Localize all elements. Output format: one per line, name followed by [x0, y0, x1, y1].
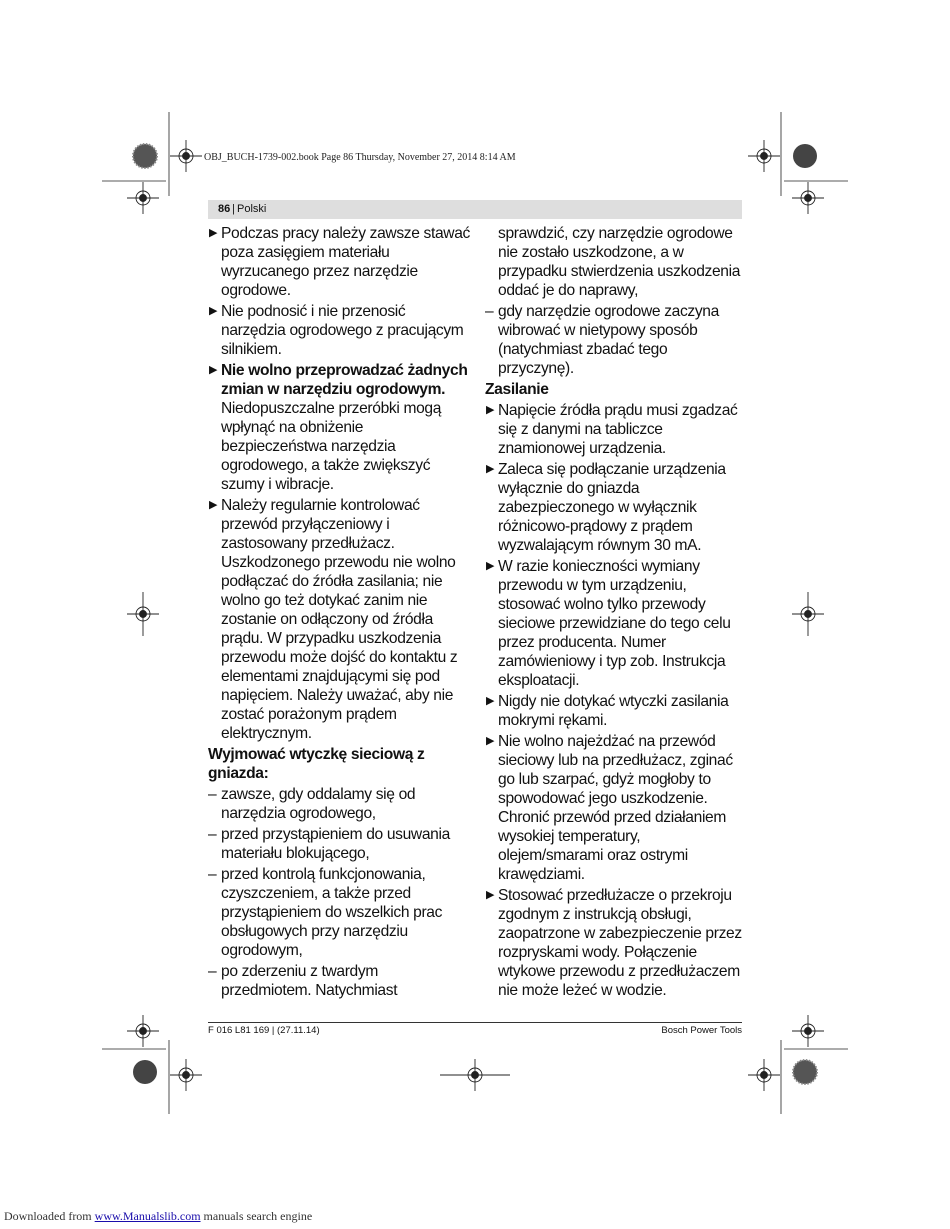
- text-line: napięciem. Należy uważać, aby nie: [221, 687, 454, 704]
- header-language: Polski: [237, 203, 267, 215]
- text-line: ogrodowego, a także zwiększyć: [221, 457, 431, 474]
- text-line: nie zostało uszkodzone, a w: [498, 244, 684, 261]
- bullet-item: [485, 732, 747, 884]
- dash-item: [208, 785, 470, 823]
- text-line: się z danymi na tabliczce: [498, 421, 663, 438]
- dash-item: [208, 962, 470, 1000]
- text-line: wyrzucanego przez narzędzie: [221, 263, 418, 280]
- bullet-item: [208, 302, 470, 359]
- dash-item: [208, 825, 470, 863]
- text-line: przedmiotem. Natychmiast: [221, 982, 398, 999]
- footer-brand: Bosch Power Tools: [661, 1025, 742, 1036]
- text-line: ogrodowe.: [221, 282, 291, 299]
- text-line: gdy narzędzie ogrodowe zaczyna: [498, 303, 719, 320]
- dash-item: [485, 302, 747, 378]
- dash-icon: –: [208, 963, 217, 980]
- triangle-right-icon: ▶: [486, 735, 495, 747]
- dash-icon: –: [208, 826, 217, 843]
- text-line: zostać porażonym prądem: [221, 706, 397, 723]
- text-line: znamionowej urządzenia.: [498, 440, 666, 457]
- bullet-item: [485, 692, 747, 730]
- text-line: krawędziami.: [498, 866, 585, 883]
- left-column: [208, 224, 470, 1002]
- bullet-item: [485, 401, 747, 458]
- print-slug: OBJ_BUCH-1739-002.book Page 86 Thursday, November 27, 2014 8:14 AM: [204, 152, 516, 163]
- dash-icon: –: [208, 786, 217, 803]
- download-prefix: Downloaded from: [4, 1209, 95, 1223]
- text-line: wysokiej temperatury,: [498, 828, 641, 845]
- bullet-item: [485, 557, 747, 690]
- text-line: sieciowe przewidziane do tego celu: [498, 615, 731, 632]
- section-heading: Zasilanie: [485, 381, 549, 398]
- page-number: 86: [218, 203, 231, 215]
- footer-rule: [208, 1022, 742, 1023]
- dash-icon: –: [485, 303, 494, 320]
- text-line: Nie podnosić i nie przenosić: [221, 303, 406, 320]
- triangle-right-icon: ▶: [486, 695, 495, 707]
- text-line: Podczas pracy należy zawsze stawać: [221, 225, 470, 242]
- text-line: przewodu w tym urządzeniu,: [498, 577, 687, 594]
- text-line: ogrodowym,: [221, 942, 303, 959]
- text-line: Niedopuszczalne przeróbki mogą: [221, 400, 442, 417]
- triangle-right-icon: ▶: [486, 560, 495, 572]
- text-line: Należy regularnie kontrolować: [221, 497, 420, 514]
- text-line: wolno go też dotykać zanim nie: [221, 592, 428, 609]
- text-line: obsługowych przy narzędziu: [221, 923, 408, 940]
- text-line: przyczynę).: [498, 360, 574, 377]
- dash-icon: –: [208, 866, 217, 883]
- download-notice: [4, 1209, 312, 1224]
- page-header: [208, 200, 742, 219]
- triangle-right-icon: ▶: [209, 227, 218, 239]
- text-line: sprawdzić, czy narzędzie ogrodowe: [498, 225, 733, 242]
- continued-text: [485, 224, 747, 300]
- text-line: nie może leżeć w wodzie.: [498, 982, 667, 999]
- triangle-right-icon: ▶: [209, 364, 218, 376]
- triangle-right-icon: ▶: [486, 404, 495, 416]
- triangle-right-icon: ▶: [209, 499, 218, 511]
- text-line: przed kontrolą funkcjonowania,: [221, 866, 426, 883]
- text-line: mokrymi rękami.: [498, 712, 608, 729]
- triangle-right-icon: ▶: [486, 889, 495, 901]
- text-line: różnicowo-prądowy z prądem: [498, 518, 693, 535]
- text-line: prądu. W przypadku uszkodzenia: [221, 630, 442, 647]
- text-line: Nie wolno przeprowadzać żadnych: [221, 362, 468, 379]
- triangle-right-icon: ▶: [486, 463, 495, 475]
- text-line: Zaleca się podłączanie urządzenia: [498, 461, 726, 478]
- text-line: zgodnym z instrukcją obsługi,: [498, 906, 692, 923]
- text-line: Nigdy nie dotykać wtyczki zasilania: [498, 693, 729, 710]
- footer-doc-code: F 016 L81 169 | (27.11.14): [208, 1025, 320, 1036]
- text-line: sieciowy lub na przedłużacz, zginać: [498, 752, 733, 769]
- text-line: przez producenta. Numer: [498, 634, 666, 651]
- text-line: oddać je do naprawy,: [498, 282, 639, 299]
- bullet-item: [485, 460, 747, 555]
- text-line: spowodować jego uszkodzenie.: [498, 790, 708, 807]
- triangle-right-icon: ▶: [209, 305, 218, 317]
- text-line: W razie konieczności wymiany: [498, 558, 700, 575]
- text-line: wibrować w nietypowy sposób: [498, 322, 698, 339]
- text-line: wtykowe przewodu z przedłużaczem: [498, 963, 740, 980]
- text-line: wyłącznie do gniazda: [498, 480, 640, 497]
- download-suffix: manuals search engine: [200, 1209, 313, 1223]
- text-line: rozpryskami wody. Połączenie: [498, 944, 697, 961]
- text-line: wpłynąć na obniżenie: [221, 419, 364, 436]
- text-line: przypadku stwierdzenia uszkodzenia: [498, 263, 741, 280]
- text-line: stosować wolno tylko przewody: [498, 596, 706, 613]
- text-line: silnikiem.: [221, 341, 282, 358]
- text-line: przewód przyłączeniowy i: [221, 516, 390, 533]
- text-line: narzędzia ogrodowego,: [221, 805, 376, 822]
- manualslib-link[interactable]: www.Manualslib.com: [94, 1209, 201, 1223]
- bullet-item: [208, 496, 470, 743]
- text-line: Stosować przedłużacze o przekroju: [498, 887, 732, 904]
- text-line: przewodu może dojść do kontaktu z: [221, 649, 458, 666]
- text-line: przed przystąpieniem do usuwania: [221, 826, 450, 843]
- dash-item: [208, 865, 470, 960]
- text-line: wyzwalającym równym 30 mA.: [498, 537, 702, 554]
- section-heading: [208, 745, 470, 783]
- text-line: zaopatrzone w zabezpieczenie przez: [498, 925, 742, 942]
- text-line: bezpieczeństwa narzędzia: [221, 438, 396, 455]
- text-line: Chronić przewód przed działaniem: [498, 809, 727, 826]
- text-line: zostanie on odłączony od źródła: [221, 611, 433, 628]
- bullet-item: [208, 224, 470, 300]
- text-line: go lub szarpać, gdyż mogłoby to: [498, 771, 711, 788]
- text-line: olejem/smarami oraz ostrymi: [498, 847, 688, 864]
- text-line: eksploatacji.: [498, 672, 580, 689]
- text-line: poza zasięgiem materiału: [221, 244, 390, 261]
- text-line: Napięcie źródła prądu musi zgadzać: [498, 402, 738, 419]
- text-line: Nie wolno najeżdżać na przewód: [498, 733, 716, 750]
- text-line: narzędzia ogrodowego z pracującym: [221, 322, 464, 339]
- bullet-item: [208, 361, 470, 494]
- text-line: podłączać do źródła zasilania; nie: [221, 573, 443, 590]
- right-column: [485, 224, 747, 1002]
- text-line: zamówieniowy i typ zob. Instrukcja: [498, 653, 726, 670]
- text-line: materiału blokującego,: [221, 845, 370, 862]
- text-line: zawsze, gdy oddalamy się od: [221, 786, 416, 803]
- bullet-item: [485, 886, 747, 1000]
- text-line: elementami znajdującymi się pod: [221, 668, 440, 685]
- text-line: po zderzeniu z twardym: [221, 963, 378, 980]
- text-line: elektrycznym.: [221, 725, 312, 742]
- text-line: Uszkodzonego przewodu nie wolno: [221, 554, 456, 571]
- text-line: zabezpieczonego w wyłącznik: [498, 499, 697, 516]
- text-line: przystąpieniem do wszelkich prac: [221, 904, 443, 921]
- text-line: czyszczeniem, a także przed: [221, 885, 411, 902]
- header-separator: |: [232, 203, 235, 215]
- text-line: Wyjmować wtyczkę sieciową z: [208, 746, 425, 763]
- text-line: szumy i wibracje.: [221, 476, 334, 493]
- text-line: gniazda:: [208, 765, 269, 782]
- text-line: zmian w narzędziu ogrodowym.: [221, 381, 446, 398]
- text-line: zastosowany przedłużacz.: [221, 535, 395, 552]
- text-line: (natychmiast zbadać tego: [498, 341, 668, 358]
